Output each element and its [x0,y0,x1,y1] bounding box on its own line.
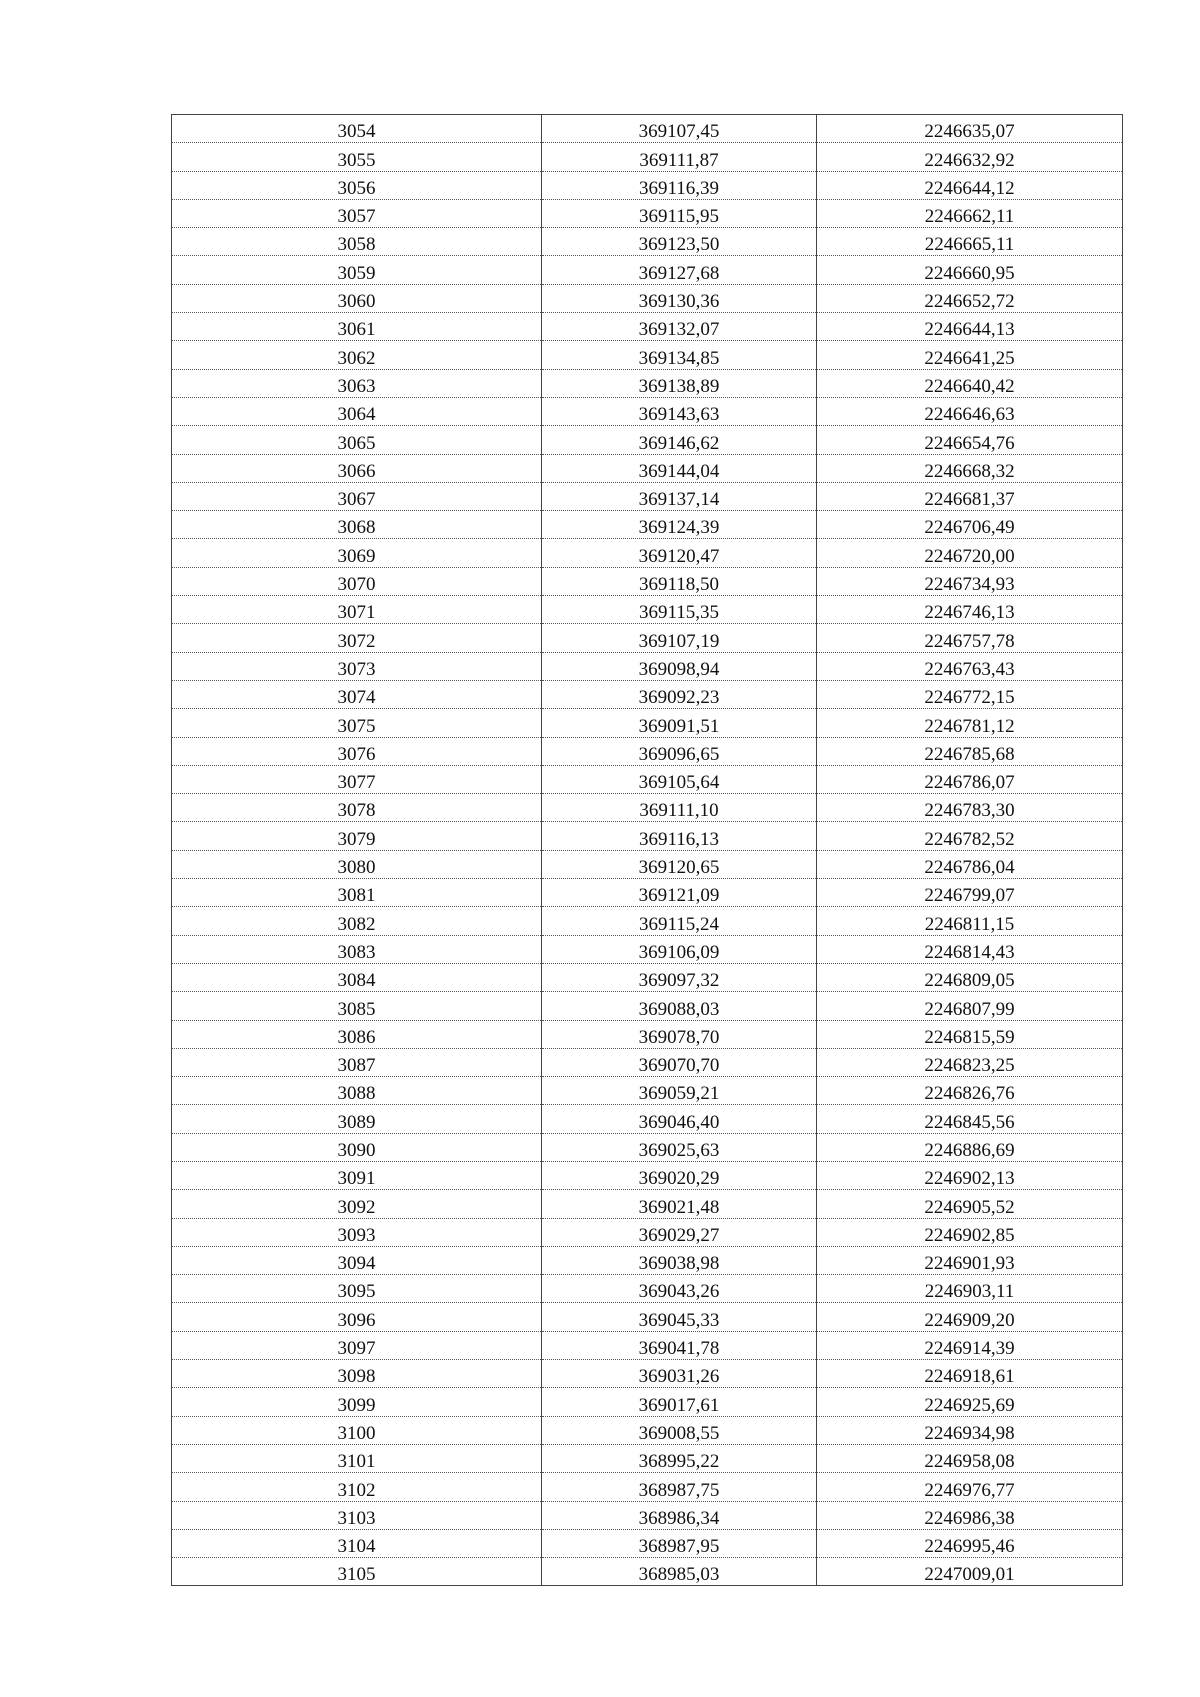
point-number-cell: 3083 [172,935,542,963]
table-row [172,1133,1123,1161]
table-row [172,1218,1123,1246]
point-number-cell: 3077 [172,765,542,793]
x-coordinate-cell: 369132,07 [542,313,817,341]
table-row [172,369,1123,397]
point-number-cell: 3087 [172,1048,542,1076]
x-coordinate-cell: 369031,26 [542,1360,817,1388]
point-number-cell: 3078 [172,794,542,822]
point-number-cell: 3091 [172,1161,542,1189]
table-row [172,143,1123,171]
point-number-cell: 3072 [172,624,542,652]
table-row [172,539,1123,567]
point-number-cell: 3088 [172,1077,542,1105]
y-coordinate-cell: 2246823,25 [817,1048,1123,1076]
point-number-cell: 3059 [172,256,542,284]
table-row [172,1529,1123,1557]
y-coordinate-cell: 2246986,38 [817,1501,1123,1529]
point-number-cell: 3082 [172,907,542,935]
x-coordinate-cell: 369046,40 [542,1105,817,1133]
table-row [172,879,1123,907]
point-number-cell: 3086 [172,1020,542,1048]
point-number-cell: 3075 [172,709,542,737]
y-coordinate-cell: 2246644,13 [817,313,1123,341]
x-coordinate-cell: 369116,39 [542,171,817,199]
y-coordinate-cell: 2246782,52 [817,822,1123,850]
x-coordinate-cell: 369088,03 [542,992,817,1020]
x-coordinate-cell: 369008,55 [542,1416,817,1444]
point-number-cell: 3084 [172,963,542,991]
x-coordinate-cell: 369120,47 [542,539,817,567]
point-number-cell: 3069 [172,539,542,567]
y-coordinate-cell: 2246640,42 [817,369,1123,397]
point-number-cell: 3057 [172,199,542,227]
x-coordinate-cell: 369124,39 [542,511,817,539]
table-row [172,794,1123,822]
x-coordinate-cell: 369121,09 [542,879,817,907]
point-number-cell: 3063 [172,369,542,397]
table-row [172,256,1123,284]
y-coordinate-cell: 2246914,39 [817,1331,1123,1359]
table-row [172,171,1123,199]
x-coordinate-cell: 369143,63 [542,397,817,425]
point-number-cell: 3092 [172,1190,542,1218]
x-coordinate-cell: 369115,24 [542,907,817,935]
table-row [172,907,1123,935]
point-number-cell: 3097 [172,1331,542,1359]
x-coordinate-cell: 368985,03 [542,1558,817,1586]
x-coordinate-cell: 369116,13 [542,822,817,850]
table-row [172,1473,1123,1501]
table-row [172,1388,1123,1416]
point-number-cell: 3073 [172,652,542,680]
point-number-cell: 3103 [172,1501,542,1529]
x-coordinate-cell: 369017,61 [542,1388,817,1416]
y-coordinate-cell: 2246652,72 [817,284,1123,312]
table-row [172,397,1123,425]
point-number-cell: 3074 [172,680,542,708]
point-number-cell: 3076 [172,737,542,765]
point-number-cell: 3098 [172,1360,542,1388]
table-row [172,1444,1123,1472]
point-number-cell: 3099 [172,1388,542,1416]
y-coordinate-cell: 2246665,11 [817,228,1123,256]
table-row [172,228,1123,256]
x-coordinate-cell: 369020,29 [542,1161,817,1189]
x-coordinate-cell: 369059,21 [542,1077,817,1105]
x-coordinate-cell: 368995,22 [542,1444,817,1472]
y-coordinate-cell: 2246644,12 [817,171,1123,199]
table-row [172,426,1123,454]
y-coordinate-cell: 2246807,99 [817,992,1123,1020]
y-coordinate-cell: 2246811,15 [817,907,1123,935]
point-number-cell: 3090 [172,1133,542,1161]
y-coordinate-cell: 2246786,04 [817,850,1123,878]
point-number-cell: 3061 [172,313,542,341]
table-row [172,1048,1123,1076]
point-number-cell: 3062 [172,341,542,369]
x-coordinate-cell: 369098,94 [542,652,817,680]
table-row [172,963,1123,991]
table-row [172,511,1123,539]
table-row [172,1360,1123,1388]
y-coordinate-cell: 2246845,56 [817,1105,1123,1133]
point-number-cell: 3060 [172,284,542,312]
x-coordinate-cell: 369115,95 [542,199,817,227]
y-coordinate-cell: 2246641,25 [817,341,1123,369]
table-row [172,1020,1123,1048]
table-row [172,850,1123,878]
point-number-cell: 3100 [172,1416,542,1444]
table-row [172,199,1123,227]
y-coordinate-cell: 2246909,20 [817,1303,1123,1331]
x-coordinate-cell: 369097,32 [542,963,817,991]
y-coordinate-cell: 2246815,59 [817,1020,1123,1048]
point-number-cell: 3093 [172,1218,542,1246]
y-coordinate-cell: 2246632,92 [817,143,1123,171]
x-coordinate-cell: 369043,26 [542,1275,817,1303]
x-coordinate-cell: 368987,75 [542,1473,817,1501]
y-coordinate-cell: 2246668,32 [817,454,1123,482]
y-coordinate-cell: 2246901,93 [817,1246,1123,1274]
x-coordinate-cell: 369111,10 [542,794,817,822]
x-coordinate-cell: 368987,95 [542,1529,817,1557]
x-coordinate-cell: 369105,64 [542,765,817,793]
y-coordinate-cell: 2246995,46 [817,1529,1123,1557]
x-coordinate-cell: 369123,50 [542,228,817,256]
y-coordinate-cell: 2246660,95 [817,256,1123,284]
x-coordinate-cell: 369127,68 [542,256,817,284]
point-number-cell: 3102 [172,1473,542,1501]
x-coordinate-cell: 369111,87 [542,143,817,171]
x-coordinate-cell: 369107,45 [542,115,817,143]
table-row [172,596,1123,624]
table-row [172,1558,1123,1586]
y-coordinate-cell: 2246783,30 [817,794,1123,822]
y-coordinate-cell: 2246681,37 [817,482,1123,510]
table-row [172,454,1123,482]
point-number-cell: 3101 [172,1444,542,1472]
table-row [172,1331,1123,1359]
point-number-cell: 3096 [172,1303,542,1331]
y-coordinate-cell: 2246902,85 [817,1218,1123,1246]
y-coordinate-cell: 2246781,12 [817,709,1123,737]
x-coordinate-cell: 368986,34 [542,1501,817,1529]
point-number-cell: 3089 [172,1105,542,1133]
table-row [172,1275,1123,1303]
coordinates-table [171,114,1123,1586]
x-coordinate-cell: 369130,36 [542,284,817,312]
table-row [172,313,1123,341]
x-coordinate-cell: 369078,70 [542,1020,817,1048]
x-coordinate-cell: 369118,50 [542,567,817,595]
y-coordinate-cell: 2246746,13 [817,596,1123,624]
table-row [172,737,1123,765]
x-coordinate-cell: 369091,51 [542,709,817,737]
y-coordinate-cell: 2246902,13 [817,1161,1123,1189]
table-row [172,1246,1123,1274]
y-coordinate-cell: 2246662,11 [817,199,1123,227]
x-coordinate-cell: 369115,35 [542,596,817,624]
y-coordinate-cell: 2246918,61 [817,1360,1123,1388]
table-row [172,1077,1123,1105]
point-number-cell: 3105 [172,1558,542,1586]
point-number-cell: 3055 [172,143,542,171]
x-coordinate-cell: 369134,85 [542,341,817,369]
point-number-cell: 3094 [172,1246,542,1274]
point-number-cell: 3058 [172,228,542,256]
table-row [172,1161,1123,1189]
y-coordinate-cell: 2246958,08 [817,1444,1123,1472]
y-coordinate-cell: 2246934,98 [817,1416,1123,1444]
table-row [172,284,1123,312]
x-coordinate-cell: 369146,62 [542,426,817,454]
y-coordinate-cell: 2246646,63 [817,397,1123,425]
y-coordinate-cell: 2246814,43 [817,935,1123,963]
y-coordinate-cell: 2246763,43 [817,652,1123,680]
point-number-cell: 3079 [172,822,542,850]
table-row [172,1190,1123,1218]
table-row [172,1303,1123,1331]
x-coordinate-cell: 369021,48 [542,1190,817,1218]
x-coordinate-cell: 369138,89 [542,369,817,397]
table-row [172,822,1123,850]
y-coordinate-cell: 2246786,07 [817,765,1123,793]
x-coordinate-cell: 369070,70 [542,1048,817,1076]
table-row [172,1416,1123,1444]
table-row [172,482,1123,510]
x-coordinate-cell: 369092,23 [542,680,817,708]
coordinates-table-body [172,115,1123,1586]
x-coordinate-cell: 369025,63 [542,1133,817,1161]
table-row [172,115,1123,143]
x-coordinate-cell: 369120,65 [542,850,817,878]
x-coordinate-cell: 369045,33 [542,1303,817,1331]
x-coordinate-cell: 369137,14 [542,482,817,510]
point-number-cell: 3070 [172,567,542,595]
y-coordinate-cell: 2246734,93 [817,567,1123,595]
point-number-cell: 3066 [172,454,542,482]
y-coordinate-cell: 2246976,77 [817,1473,1123,1501]
y-coordinate-cell: 2246720,00 [817,539,1123,567]
y-coordinate-cell: 2246826,76 [817,1077,1123,1105]
y-coordinate-cell: 2246925,69 [817,1388,1123,1416]
table-row [172,624,1123,652]
point-number-cell: 3104 [172,1529,542,1557]
point-number-cell: 3085 [172,992,542,1020]
y-coordinate-cell: 2246886,69 [817,1133,1123,1161]
x-coordinate-cell: 369029,27 [542,1218,817,1246]
table-row [172,567,1123,595]
table-row [172,341,1123,369]
table-row [172,680,1123,708]
y-coordinate-cell: 2246903,11 [817,1275,1123,1303]
x-coordinate-cell: 369038,98 [542,1246,817,1274]
table-row [172,709,1123,737]
x-coordinate-cell: 369041,78 [542,1331,817,1359]
table-row [172,992,1123,1020]
y-coordinate-cell: 2246654,76 [817,426,1123,454]
point-number-cell: 3081 [172,879,542,907]
point-number-cell: 3065 [172,426,542,454]
point-number-cell: 3068 [172,511,542,539]
x-coordinate-cell: 369144,04 [542,454,817,482]
point-number-cell: 3064 [172,397,542,425]
point-number-cell: 3071 [172,596,542,624]
x-coordinate-cell: 369107,19 [542,624,817,652]
table-row [172,652,1123,680]
y-coordinate-cell: 2246706,49 [817,511,1123,539]
y-coordinate-cell: 2246635,07 [817,115,1123,143]
y-coordinate-cell: 2246905,52 [817,1190,1123,1218]
point-number-cell: 3080 [172,850,542,878]
x-coordinate-cell: 369096,65 [542,737,817,765]
point-number-cell: 3095 [172,1275,542,1303]
y-coordinate-cell: 2246772,15 [817,680,1123,708]
point-number-cell: 3067 [172,482,542,510]
y-coordinate-cell: 2246809,05 [817,963,1123,991]
y-coordinate-cell: 2246799,07 [817,879,1123,907]
table-row [172,765,1123,793]
y-coordinate-cell: 2247009,01 [817,1558,1123,1586]
point-number-cell: 3054 [172,115,542,143]
point-number-cell: 3056 [172,171,542,199]
table-row [172,1105,1123,1133]
table-row [172,935,1123,963]
table-row [172,1501,1123,1529]
y-coordinate-cell: 2246757,78 [817,624,1123,652]
y-coordinate-cell: 2246785,68 [817,737,1123,765]
x-coordinate-cell: 369106,09 [542,935,817,963]
